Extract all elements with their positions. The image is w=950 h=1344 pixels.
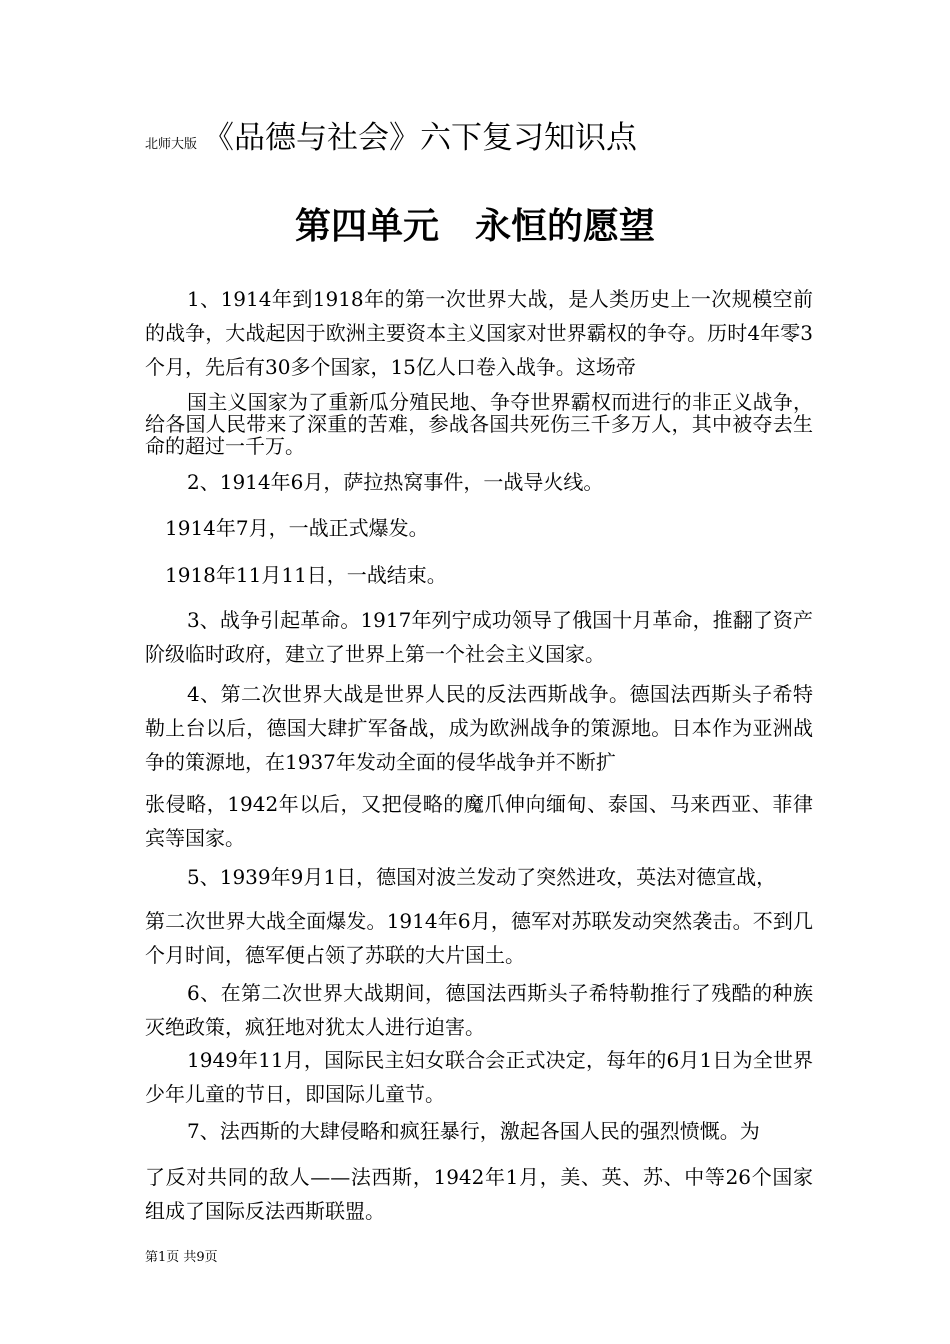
paragraph-7: 7、法西斯的大肆侵略和疯狂暴行，激起各国人民的强烈愤慨。为	[187, 1119, 760, 1143]
paragraph-2: 2、1914年6月，萨拉热窝事件，一战导火线。	[187, 470, 604, 494]
unit-title: 第四单元 永恒的愿望	[294, 205, 655, 247]
paragraph-7-continued: 了反对共同的敌人——法西斯，1942年1月，美、英、苏、中等26个国家组成了国际反法西斯联盟。	[145, 1165, 813, 1223]
paragraph-1: 1、1914年到1918年的第一次世界大战，是人类历史上一次规模空前的战争，大战起因于欧洲主要资本主义国家对世界霸权的争夺。历时4年零3个月，先后有30多个国家，15亿人口卷入战争。这场帝	[145, 287, 813, 379]
paragraph-5-continued: 第二次世界大战全面爆发。1914年6月，德军对苏联发动突然袭击。不到几个月时间，德军便占领了苏联的大片国土。	[145, 909, 813, 967]
paragraph-4-continued: 张侵略，1942年以后，又把侵略的魔爪伸向缅甸、泰国、马来西亚、菲律宾等国家。	[145, 792, 813, 850]
paragraph-6: 6、在第二次世界大战期间，德国法西斯头子希特勒推行了残酷的种族灭绝政策，疯狂地对犹太人进行迫害。	[145, 981, 813, 1039]
paragraph-3: 3、战争引起革命。1917年列宁成功领导了俄国十月革命，推翻了资产阶级临时政府，建立了世界上第一个社会主义国家。	[145, 608, 813, 666]
paragraph-2-line-2: 1914年7月，一战正式爆发。	[165, 516, 429, 540]
document-header	[145, 112, 637, 157]
publisher-label: 北师大版	[145, 137, 198, 152]
paragraph-6-children-day: 1949年11月，国际民主妇女联合会正式决定，每年的6月1日为全世界少年儿童的节日，即国际儿童节。	[145, 1048, 813, 1106]
paragraph-4: 4、第二次世界大战是世界人民的反法西斯战争。德国法西斯头子希特勒上台以后，德国大肆扩军备战，成为欧洲战争的策源地。日本作为亚洲战争的策源地，在1937年发动全面的侵华战争并不断扩	[145, 682, 813, 774]
document-title: 《品德与社会》六下复习知识点	[203, 120, 638, 156]
paragraph-2-line-3: 1918年11月11日，一战结束。	[165, 563, 447, 587]
page-number: 第1页 共9页	[145, 1250, 218, 1265]
paragraph-5: 5、1939年9月1日，德国对波兰发动了突然进攻，英法对德宣战，	[187, 865, 777, 889]
paragraph-1-continued: 国主义国家为了重新瓜分殖民地、争夺世界霸权而进行的非正义战争，给各国人民带来了深重的苦难，参战各国共死伤三千多万人，其中被夺去生命的超过一千万。	[145, 390, 813, 458]
